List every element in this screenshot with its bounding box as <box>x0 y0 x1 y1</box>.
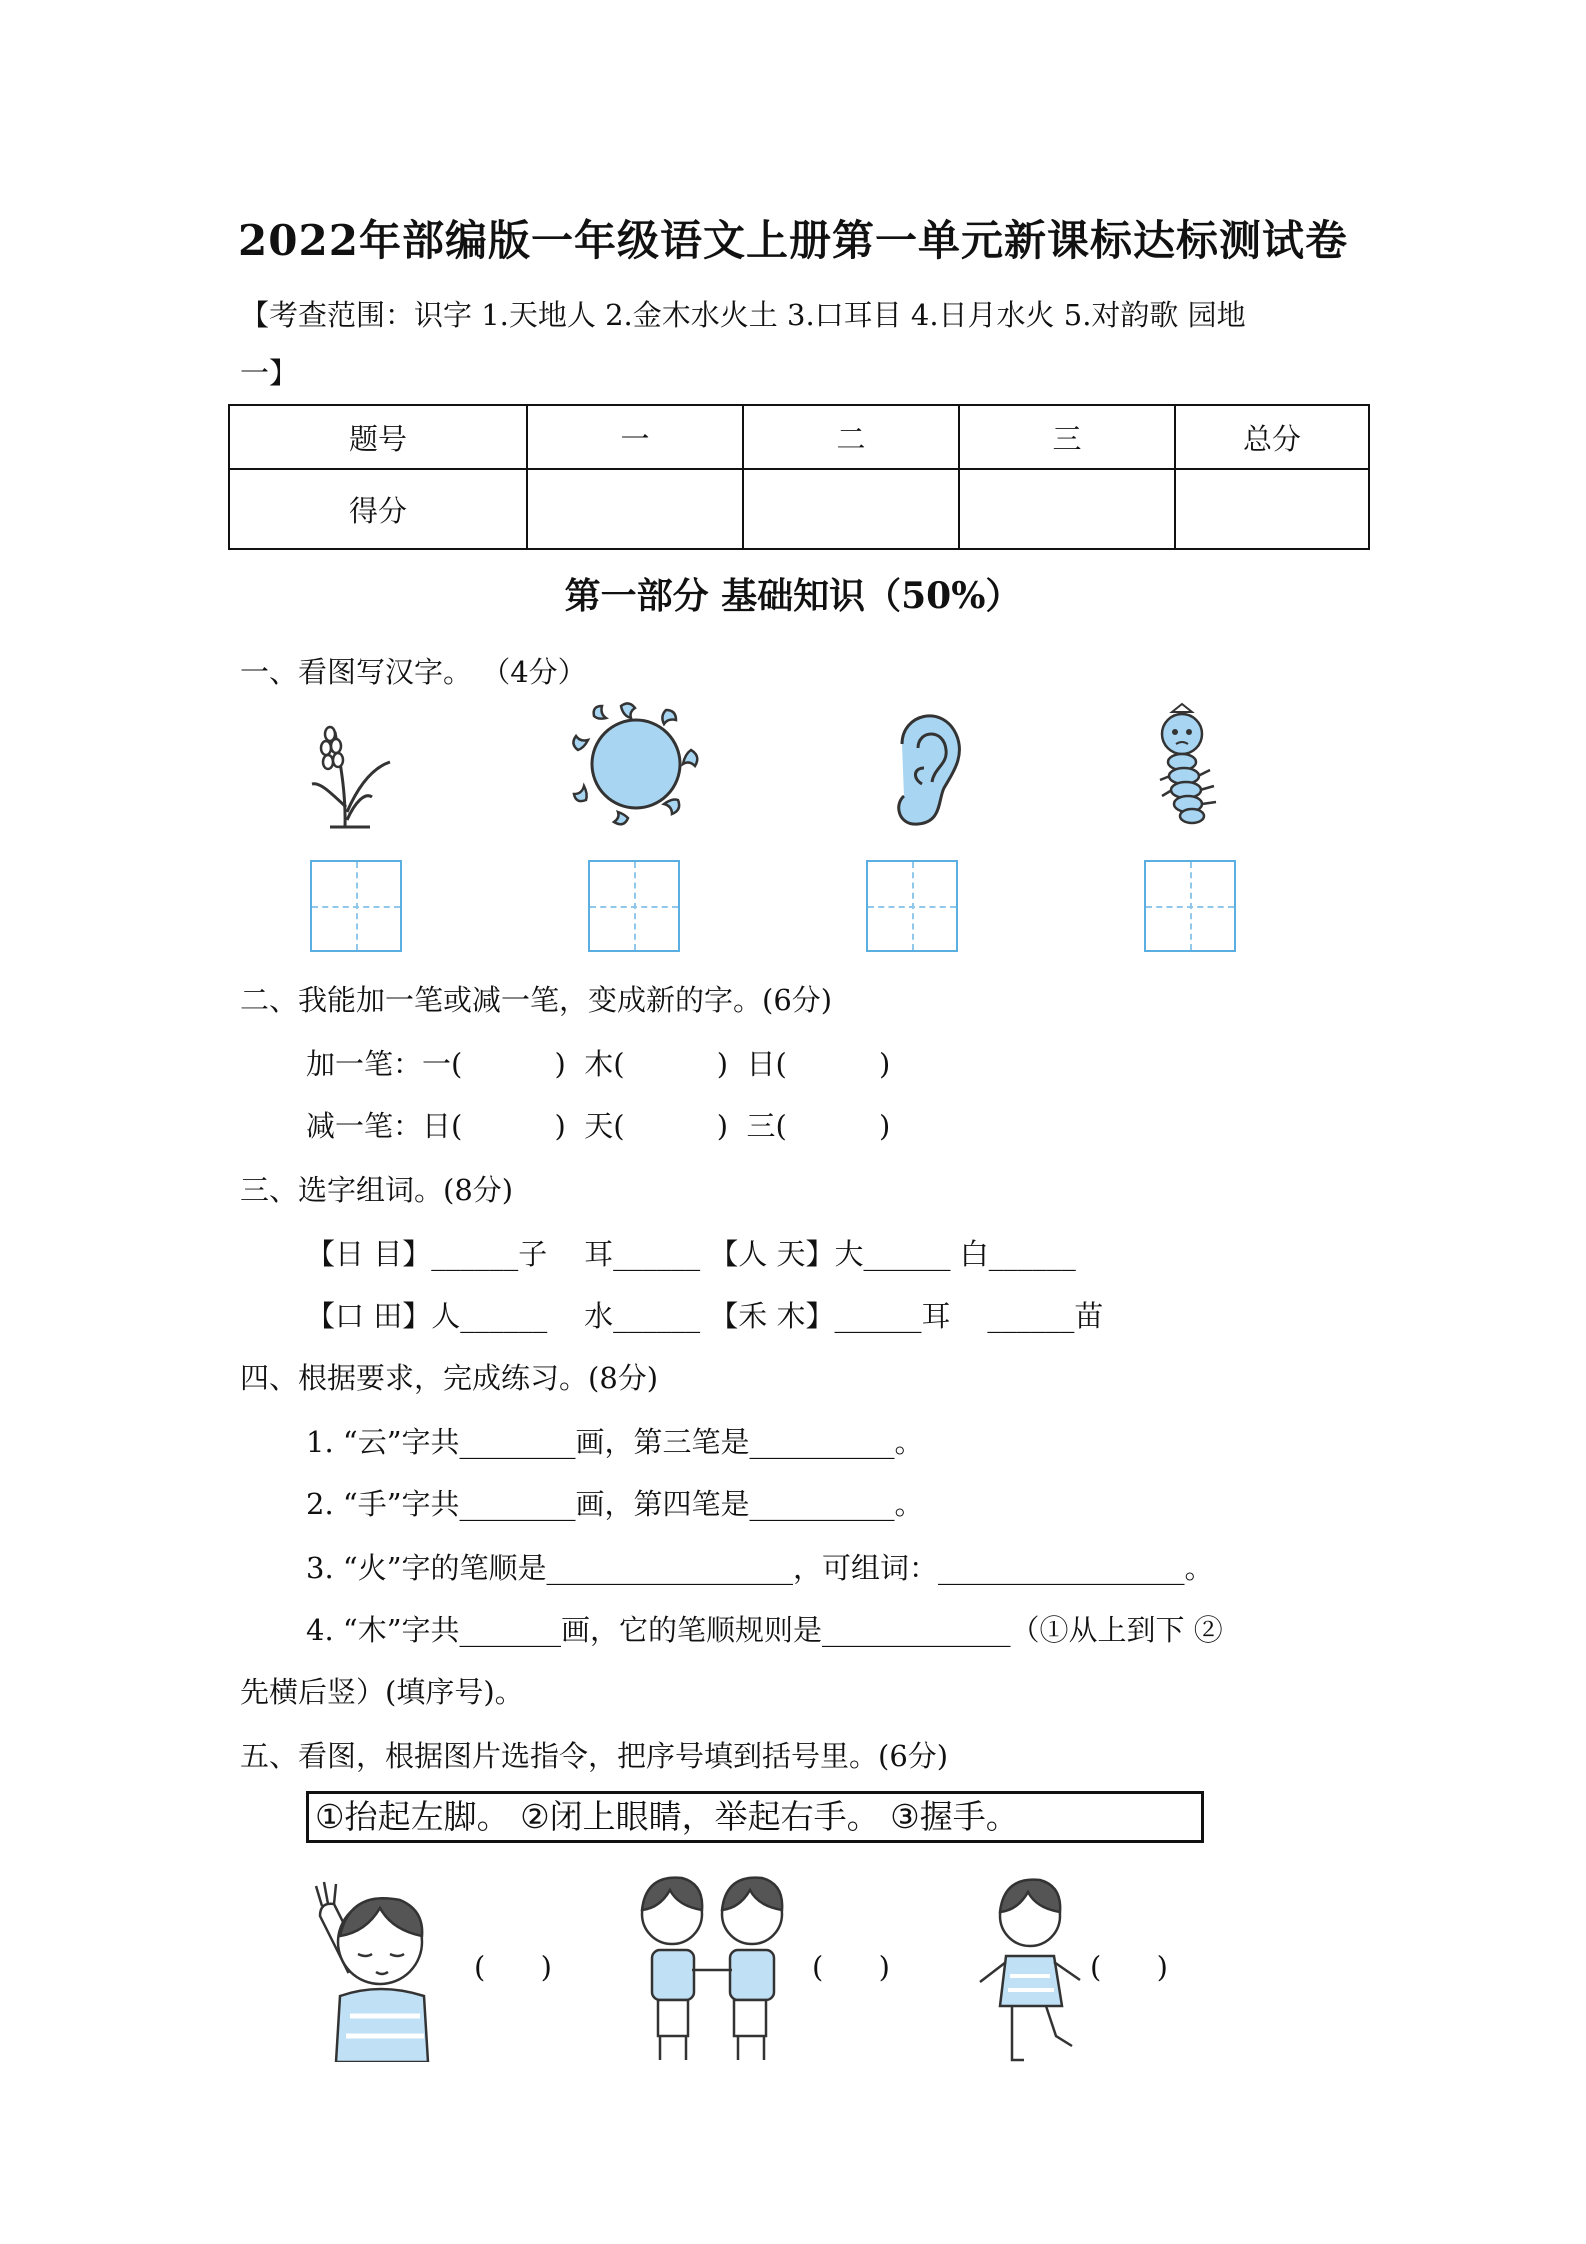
header-section-2: 二 <box>743 405 959 469</box>
writing-grid-1[interactable] <box>310 860 402 952</box>
child-raising-hand-icon <box>300 1876 460 2062</box>
sun-icon <box>566 700 706 828</box>
insect-icon <box>1152 700 1232 830</box>
writing-grid-3[interactable] <box>866 860 958 952</box>
q4-heading: 四、根据要求，完成练习。(8分) <box>240 1361 659 1395</box>
part-title: 第一部分 基础知识（50%） <box>564 575 1022 617</box>
header-question-no: 题号 <box>229 405 527 469</box>
q2-heading: 二、我能加一笔或减一笔，变成新的字。(6分) <box>240 983 833 1017</box>
ear-icon <box>882 704 968 830</box>
scope-line-1: 【考查范围：识字 1.天地人 2.金木水火土 3.口耳目 4.日月水火 5.对韵歌 园地 <box>240 298 1246 332</box>
writing-grid-2[interactable] <box>588 860 680 952</box>
score-table-header-row <box>229 405 1369 469</box>
score-cell-3[interactable] <box>959 469 1175 549</box>
header-section-3: 三 <box>959 405 1175 469</box>
rice-plant-icon <box>300 712 400 830</box>
writing-grid-4[interactable] <box>1144 860 1236 952</box>
child-lifting-foot-icon <box>970 1872 1090 2068</box>
header-total: 总分 <box>1175 405 1369 469</box>
scope-line-2: 一】 <box>240 356 299 390</box>
answer-blank-2[interactable]: ( ) <box>812 1950 890 1984</box>
score-cell-total[interactable] <box>1175 469 1369 549</box>
page-title: 2022年部编版一年级语文上册第一单元新课标达标测试卷 <box>238 216 1348 265</box>
q4-item-1[interactable]: 1. “云”字共________画，第三笔是__________。 <box>306 1425 924 1459</box>
command-options-box: ①抬起左脚。 ②闭上眼睛，举起右手。 ③握手。 <box>306 1791 1204 1843</box>
score-cell-2[interactable] <box>743 469 959 549</box>
answer-blank-3[interactable]: ( ) <box>1090 1950 1168 1984</box>
row-label-score: 得分 <box>229 469 527 549</box>
q2-add-stroke-line[interactable]: 加一笔：一( ) 木( ) 日( ) <box>306 1047 891 1081</box>
q3-line-2[interactable]: 【口 田】人______ 水______ 【禾 木】______耳 ______苗 <box>306 1299 1104 1333</box>
q3-line-1[interactable]: 【日 目】______子 耳______ 【人 天】大______ 白______ <box>306 1237 1076 1271</box>
q1-heading: 一、看图写汉字。 （4分） <box>240 655 587 689</box>
score-cell-1[interactable] <box>527 469 743 549</box>
exam-scope <box>240 286 1360 402</box>
score-table-score-row <box>229 469 1369 549</box>
q5-heading: 五、看图，根据图片选指令，把序号填到括号里。(6分) <box>240 1739 949 1773</box>
q4-item-3[interactable]: 3. “火”字的笔顺是_________________，可组词：_________________。 <box>306 1551 1214 1585</box>
q3-heading: 三、选字组词。(8分) <box>240 1173 514 1207</box>
children-shaking-hands-icon <box>622 1870 812 2070</box>
header-section-1: 一 <box>527 405 743 469</box>
score-table <box>228 404 1370 550</box>
answer-blank-1[interactable]: ( ) <box>474 1950 552 1984</box>
q4-item-4-continued: 先横后竖）(填序号)。 <box>240 1675 524 1709</box>
q4-item-4[interactable]: 4. “木”字共_______画，它的笔顺规则是_____________（①从上到下 ② <box>306 1613 1223 1647</box>
q2-remove-stroke-line[interactable]: 减一笔：日( ) 天( ) 三( ) <box>306 1109 891 1143</box>
q4-item-2[interactable]: 2. “手”字共________画，第四笔是__________。 <box>306 1487 924 1521</box>
